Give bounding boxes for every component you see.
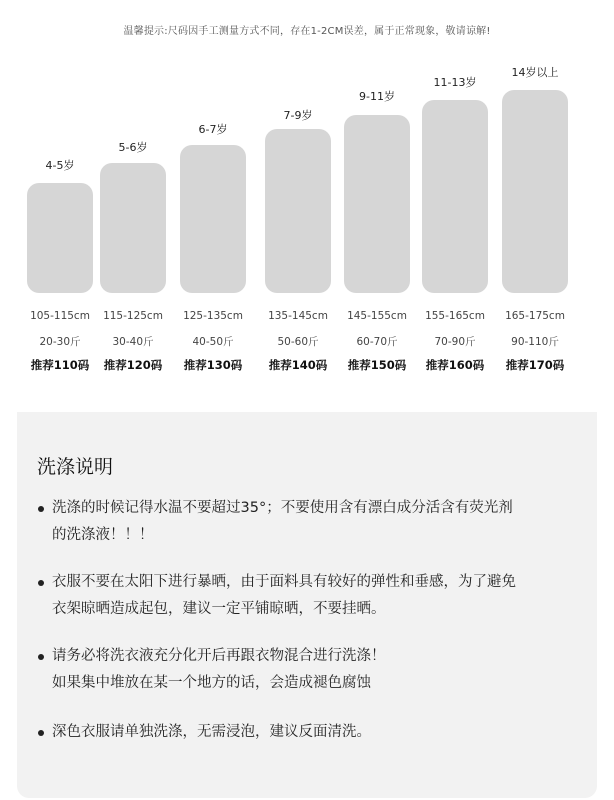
wash-instruction-line: 请务必将洗衣液充分化开后再跟衣物混合进行洗涤！ bbox=[52, 648, 386, 664]
wash-instruction-item bbox=[38, 643, 578, 697]
height-range: 115-125cm bbox=[103, 310, 163, 322]
wash-instruction-line: 衣服不要在太阳下进行暴晒，由于面料具有较好的弹性和垂感，为了避免 bbox=[52, 574, 516, 590]
age-label: 11-13岁 bbox=[433, 76, 477, 89]
wash-instruction-item bbox=[38, 495, 578, 549]
wash-instruction-item bbox=[38, 719, 578, 746]
height-range: 155-165cm bbox=[425, 310, 485, 322]
wash-instruction-line: 的洗涤液！！！ bbox=[52, 527, 154, 543]
recommended-size: 推荐110码 bbox=[30, 358, 90, 372]
size-bar bbox=[502, 90, 568, 293]
size-column-110 bbox=[25, 0, 95, 380]
bullet-dot-icon bbox=[38, 730, 44, 736]
age-label: 9-11岁 bbox=[359, 90, 395, 103]
height-range: 105-115cm bbox=[30, 310, 90, 322]
weight-range: 90-110斤 bbox=[511, 336, 559, 348]
age-label: 14岁以上 bbox=[511, 66, 559, 79]
height-range: 145-155cm bbox=[347, 310, 407, 322]
weight-range: 60-70斤 bbox=[356, 336, 398, 348]
age-label: 7-9岁 bbox=[283, 109, 313, 122]
wash-instruction-item bbox=[38, 569, 578, 623]
recommended-size: 推荐170码 bbox=[505, 358, 565, 372]
size-column-170 bbox=[500, 0, 570, 380]
wash-instruction-line: 深色衣服请单独洗涤，无需浸泡，建议反面清洗。 bbox=[52, 724, 371, 740]
size-bar bbox=[344, 115, 410, 293]
size-column-150 bbox=[342, 0, 412, 380]
wash-instruction-line: 如果集中堆放在某一个地方的话，会造成褪色腐蚀 bbox=[52, 675, 371, 691]
size-column-120 bbox=[98, 0, 168, 380]
wash-instruction-line: 洗涤的时候记得水温不要超过35°；不要使用含有漂白成分活含有荧光剂 bbox=[52, 500, 513, 516]
wash-instruction-line: 衣架晾晒造成起包，建议一定平铺晾晒，不要挂晒。 bbox=[52, 601, 386, 617]
size-column-130 bbox=[178, 0, 248, 380]
bullet-dot-icon bbox=[38, 580, 44, 586]
weight-range: 70-90斤 bbox=[434, 336, 476, 348]
recommended-size: 推荐160码 bbox=[425, 358, 485, 372]
recommended-size: 推荐140码 bbox=[268, 358, 328, 372]
recommended-size: 推荐120码 bbox=[103, 358, 163, 372]
size-bar bbox=[27, 183, 93, 293]
weight-range: 50-60斤 bbox=[277, 336, 319, 348]
age-label: 4-5岁 bbox=[45, 159, 75, 172]
recommended-size: 推荐150码 bbox=[347, 358, 407, 372]
size-bar bbox=[422, 100, 488, 293]
height-range: 135-145cm bbox=[268, 310, 328, 322]
weight-range: 30-40斤 bbox=[112, 336, 154, 348]
age-label: 6-7岁 bbox=[198, 123, 228, 136]
size-column-140 bbox=[263, 0, 333, 380]
height-range: 165-175cm bbox=[505, 310, 565, 322]
weight-range: 20-30斤 bbox=[39, 336, 81, 348]
size-bar bbox=[265, 129, 331, 293]
size-tip-note: 温馨提示:尺码因手工测量方式不同，存在1-2CM误差，属于正常现象，敬请谅解! bbox=[123, 26, 491, 37]
height-range: 125-135cm bbox=[183, 310, 243, 322]
bullet-dot-icon bbox=[38, 506, 44, 512]
size-bar bbox=[100, 163, 166, 293]
age-label: 5-6岁 bbox=[118, 141, 148, 154]
recommended-size: 推荐130码 bbox=[183, 358, 243, 372]
size-bar bbox=[180, 145, 246, 293]
size-column-160 bbox=[420, 0, 490, 380]
weight-range: 40-50斤 bbox=[192, 336, 234, 348]
wash-instructions-title: 洗涤说明 bbox=[37, 456, 114, 478]
bullet-dot-icon bbox=[38, 654, 44, 660]
